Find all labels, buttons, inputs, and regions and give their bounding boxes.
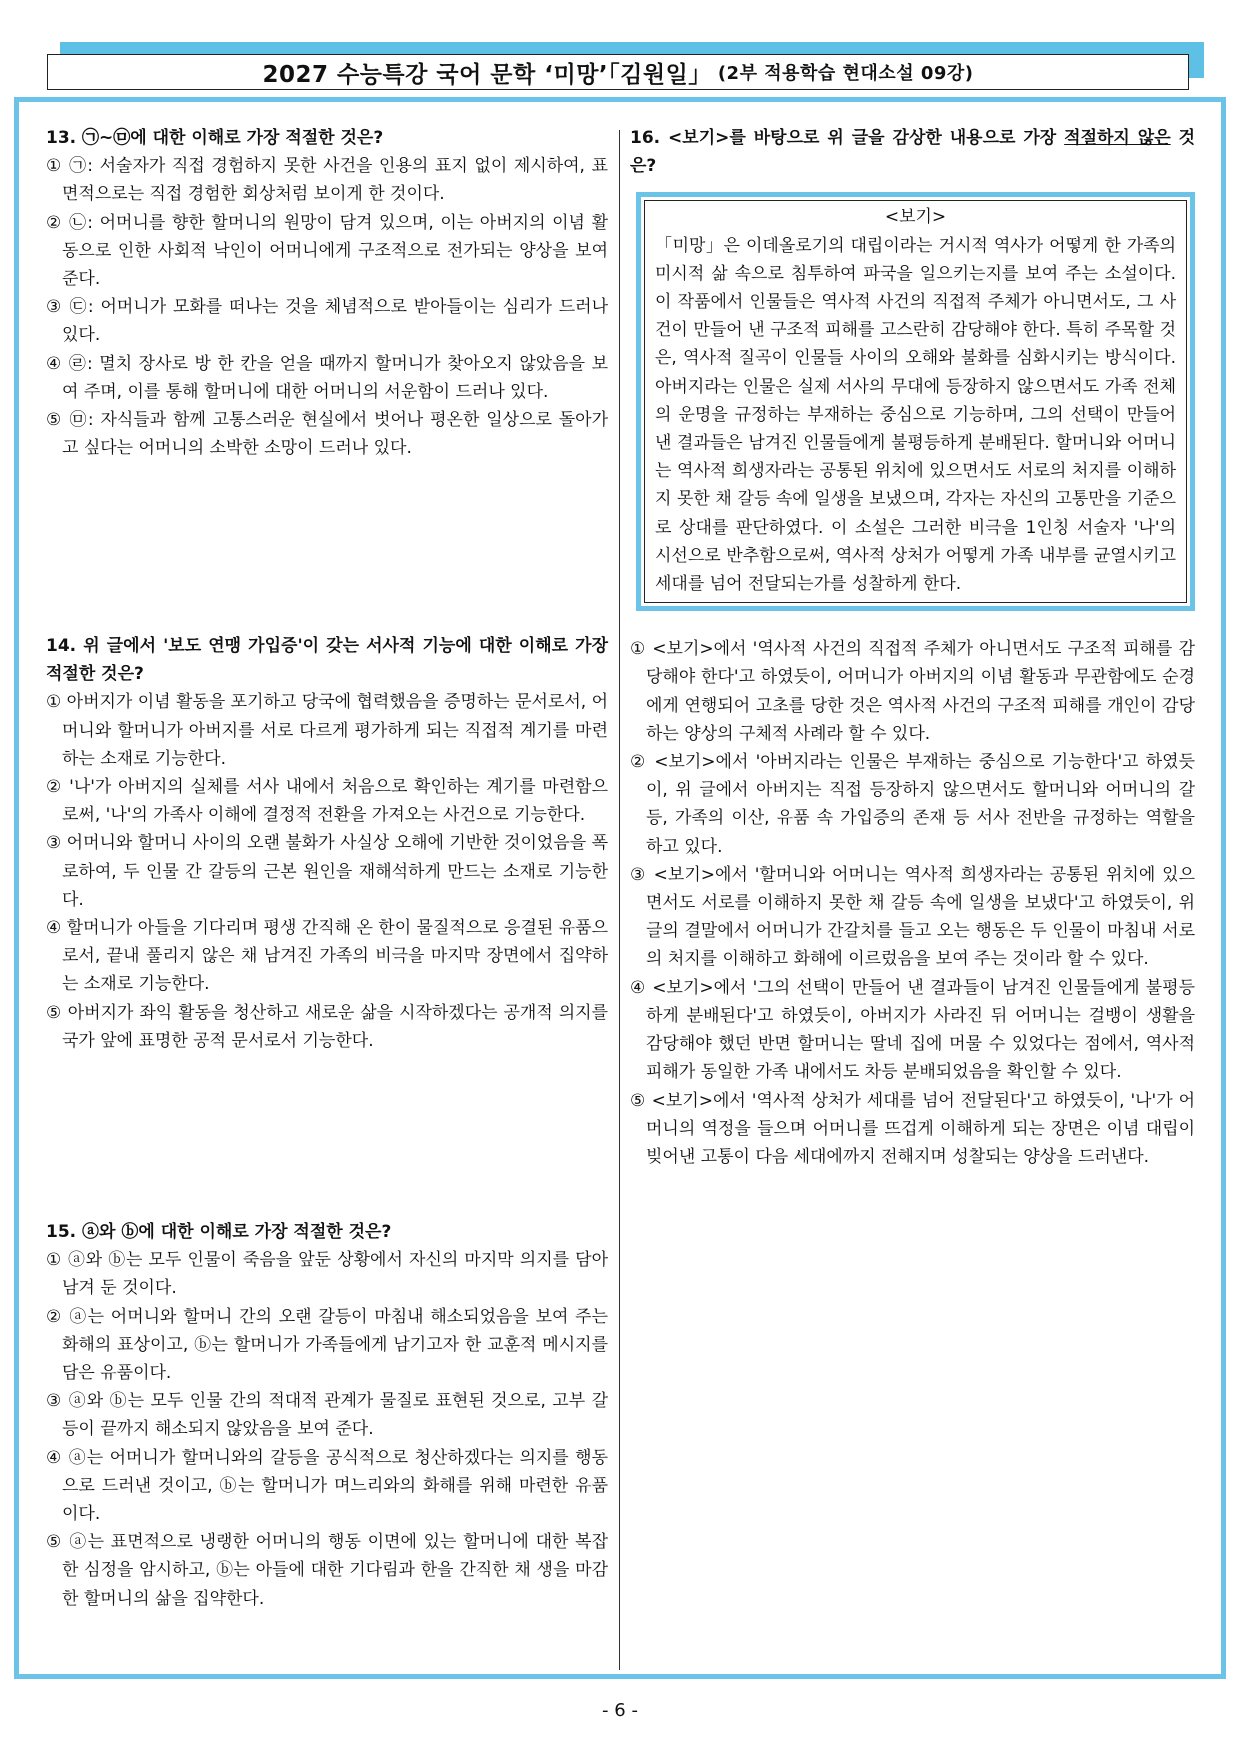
question-14-option-5: ⑤ 아버지가 좌익 활동을 청산하고 새로운 삶을 시작하겠다는 공개적 의지를 국가 앞에 표명한 공적 문서로서 기능한다. — [46, 1002, 608, 1051]
question-14-option-1: ① 아버지가 이념 활동을 포기하고 당국에 협력했음을 증명하는 문서로서, 어머니와 할머니가 아버지를 서로 다르게 평가하게 되는 직접적 계기를 마련하는 소재로 기능한다. — [46, 692, 608, 769]
question-14-stem: 14. 위 글에서 '보도 연맹 가입증'이 갖는 서사적 기능에 대한 이해로 가장 적절한 것은? — [46, 636, 608, 685]
question-13-option-1: ① ㉠: 서술자가 직접 경험하지 못한 사건을 인용의 표지 없이 제시하여, 표면적으로는 직접 경험한 회상처럼 보이게 한 것이다. — [46, 156, 608, 205]
question-13-option-3: ③ ㉢: 어머니가 모화를 떠나는 것을 체념적으로 받아들이는 심리가 드러나 있다. — [46, 297, 608, 346]
question-16-stem-underline: 적절하지 않은 — [1064, 128, 1171, 148]
question-16-stem-pre: 16. <보기>를 바탕으로 위 글을 감상한 내용으로 가장 — [630, 128, 1065, 148]
title-subtitle: (2부 적용학습 현대소설 09강) — [717, 63, 974, 84]
question-13-option-2: ② ㉡: 어머니를 향한 할머니의 원망이 담겨 있으며, 이는 아버지의 이념 활동으로 인한 사회적 낙인이 어머니에게 구조적으로 전가되는 양상을 보여 준다. — [46, 212, 608, 290]
page-number: - 6 - — [602, 1700, 638, 1721]
right-column — [630, 124, 1195, 1171]
question-15 — [46, 1218, 608, 1613]
question-14-option-4: ④ 할머니가 아들을 기다리며 평생 간직해 온 한이 물질적으로 응결된 유품으로서, 끝내 풀리지 않은 채 남겨진 가족의 비극을 마지막 장면에서 집약하는 소재로 기능한다. — [46, 918, 608, 995]
question-16-option-2: ② <보기>에서 '아버지라는 인물은 부재하는 중심으로 기능한다'고 하였듯이, 위 글에서 아버지는 직접 등장하지 않으면서도 할머니와 어머니의 갈등, 가족의 이산, 유품 속 가입증의 존재 등 서사 전반을 규정하는 역할을 하고 있다. — [630, 752, 1195, 857]
question-15-option-3: ③ ⓐ와 ⓑ는 모두 인물 간의 적대적 관계가 물질로 표현된 것으로, 고부 갈등이 끝까지 해소되지 않았음을 보여 준다. — [46, 1391, 608, 1440]
question-16-option-3: ③ <보기>에서 '할머니와 어머니는 역사적 희생자라는 공통된 위치에 있으면서도 서로를 이해하지 못한 채 갈등 속에 일생을 보냈다'고 하였듯이, 위 글의 결말에서 어머니가 간갈치를 들고 오는 행동은 두 인물이 마침내 서로의 처지를 이해하고 화해에 이르렀음을 보여 주는 것이라 할 수 있다. — [630, 864, 1195, 970]
question-16-stem-post: 것은? — [630, 128, 1196, 177]
question-13-option-5: ⑤ ㉤: 자식들과 함께 고통스러운 현실에서 벗어나 평온한 일상으로 돌아가고 싶다는 어머니의 소박한 소망이 드러나 있다. — [46, 410, 608, 459]
question-13-option-4: ④ ㉣: 멸치 장사로 방 한 칸을 얻을 때까지 할머니가 찾아오지 않았음을 보여 주며, 이를 통해 할머니에 대한 어머니의 서운함이 드러나 있다. — [46, 353, 608, 402]
question-16-option-4: ④ <보기>에서 '그의 선택이 만들어 낸 결과들이 남겨진 인물들에게 불평등하게 분배된다'고 하였듯이, 아버지가 사라진 뒤 어머니는 걸뱅이 생활을 감당해야 했던 반면 할머니는 딸네 집에 머물 수 있었다는 점에서, 역사적 피해가 동일한 가족 내에서도 차등 분배되었음을 확인할 수 있다. — [630, 977, 1195, 1083]
bogi-title: <보기> — [884, 207, 947, 228]
left-column — [46, 124, 608, 1613]
bogi-text: 「미망」은 이데올로기의 대립이라는 거시적 역사가 어떻게 한 가족의 미시적 삶 속으로 침투하여 파국을 일으키는지를 보여 주는 소설이다. 이 작품에서 인물들은 역사적 사건의 직접적 주체가 아니면서도, 그 사건이 만들어 낸 구조적 피해를 고스란히 감당해야 한다. 특히 주목할 것은, 역사적 질곡이 인물들 사이의 오해와 불화를 심화시키는 방식이다. 아버지라는 인물은 실제 서사의 무대에 등장하지 않으면서도 가족 전체의 운명을 규정하는 부재하는 중심으로 기능하며, 그의 선택이 만들어 낸 결과들은 남겨진 인물들에게 불평등하게 분배된다. 할머니와 어머니는 역사적 희생자라는 공통된 위치에 있으면서도 서로의 처지를 이해하지 못한 채 갈등 속에 일생을 보냈으며, 각자는 자신의 고통만을 기준으로 상대를 판단하였다. 이 소설은 그러한 비극을 1인칭 서술자 '나'의 시선으로 반추함으로써, 역사적 상처가 어떻게 가족 내부를 균열시키고 세대를 넘어 전달되는가를 성찰하게 한다. — [655, 235, 1176, 595]
question-15-option-4: ④ ⓐ는 어머니가 할머니와의 갈등을 공식적으로 청산하겠다는 의지를 행동으로 드러낸 것이고, ⓑ는 할머니가 며느리와의 화해를 위해 마련한 유품이다. — [46, 1447, 608, 1525]
question-15-option-5: ⑤ ⓐ는 표면적으로 냉랭한 어머니의 행동 이면에 있는 할머니에 대한 복잡한 심정을 암시하고, ⓑ는 아들에 대한 기다림과 한을 간직한 채 생을 마감한 할머니의 삶을 집약한다. — [46, 1532, 608, 1609]
question-15-option-2: ② ⓐ는 어머니와 할머니 간의 오랜 갈등이 마침내 해소되었음을 보여 주는 화해의 표상이고, ⓑ는 할머니가 가족들에게 남기고자 한 교훈적 메시지를 담은 유품이다. — [46, 1306, 608, 1384]
question-13-stem: 13. ㉠~㉤에 대한 이해로 가장 적절한 것은? — [46, 128, 384, 148]
bogi-box — [636, 192, 1195, 611]
question-15-option-1: ① ⓐ와 ⓑ는 모두 인물이 죽음을 앞둔 상황에서 자신의 마지막 의지를 담아 남겨 둔 것이다. — [46, 1250, 608, 1299]
question-14 — [46, 632, 608, 1218]
question-13 — [46, 124, 608, 632]
question-14-option-2: ② '나'가 아버지의 실체를 서사 내에서 처음으로 확인하는 계기를 마련함으로써, '나'의 가족사 이해에 결정적 전환을 가져오는 사건으로 기능한다. — [46, 777, 608, 826]
question-15-stem: 15. ⓐ와 ⓑ에 대한 이해로 가장 적절한 것은? — [46, 1222, 392, 1242]
column-divider — [619, 130, 620, 1670]
bogi-inner — [644, 200, 1187, 603]
title-text: 2027 수능특강 국어 문학 ‘미망’「김원일」 — [262, 61, 712, 88]
question-16-option-5: ⑤ <보기>에서 '역사적 상처가 세대를 넘어 전달된다'고 하였듯이, '나'가 어머니의 역정을 들으며 어머니를 뜨겁게 이해하게 되는 장면은 이념 대립이 빚어낸 고통이 다음 세대에까지 전해지며 성찰되는 양상을 드러낸다. — [630, 1090, 1195, 1167]
question-16-option-1: ① <보기>에서 '역사적 사건의 직접적 주체가 아니면서도 구조적 피해를 감당해야 한다'고 하였듯이, 어머니가 아버지의 이념 활동과 무관함에도 순경에게 연행되어 고초를 당한 것은 역사적 사건의 구조적 피해를 개인이 감당하는 양상의 구체적 사례라 할 수 있다. — [630, 639, 1195, 744]
page-title — [47, 54, 1189, 90]
question-14-option-3: ③ 어머니와 할머니 사이의 오랜 불화가 사실상 오해에 기반한 것이었음을 폭로하여, 두 인물 간 갈등의 근본 원인을 재해석하게 만드는 소재로 기능한다. — [46, 833, 608, 910]
question-16 — [630, 124, 1195, 1171]
question-16-stem — [630, 124, 1195, 180]
